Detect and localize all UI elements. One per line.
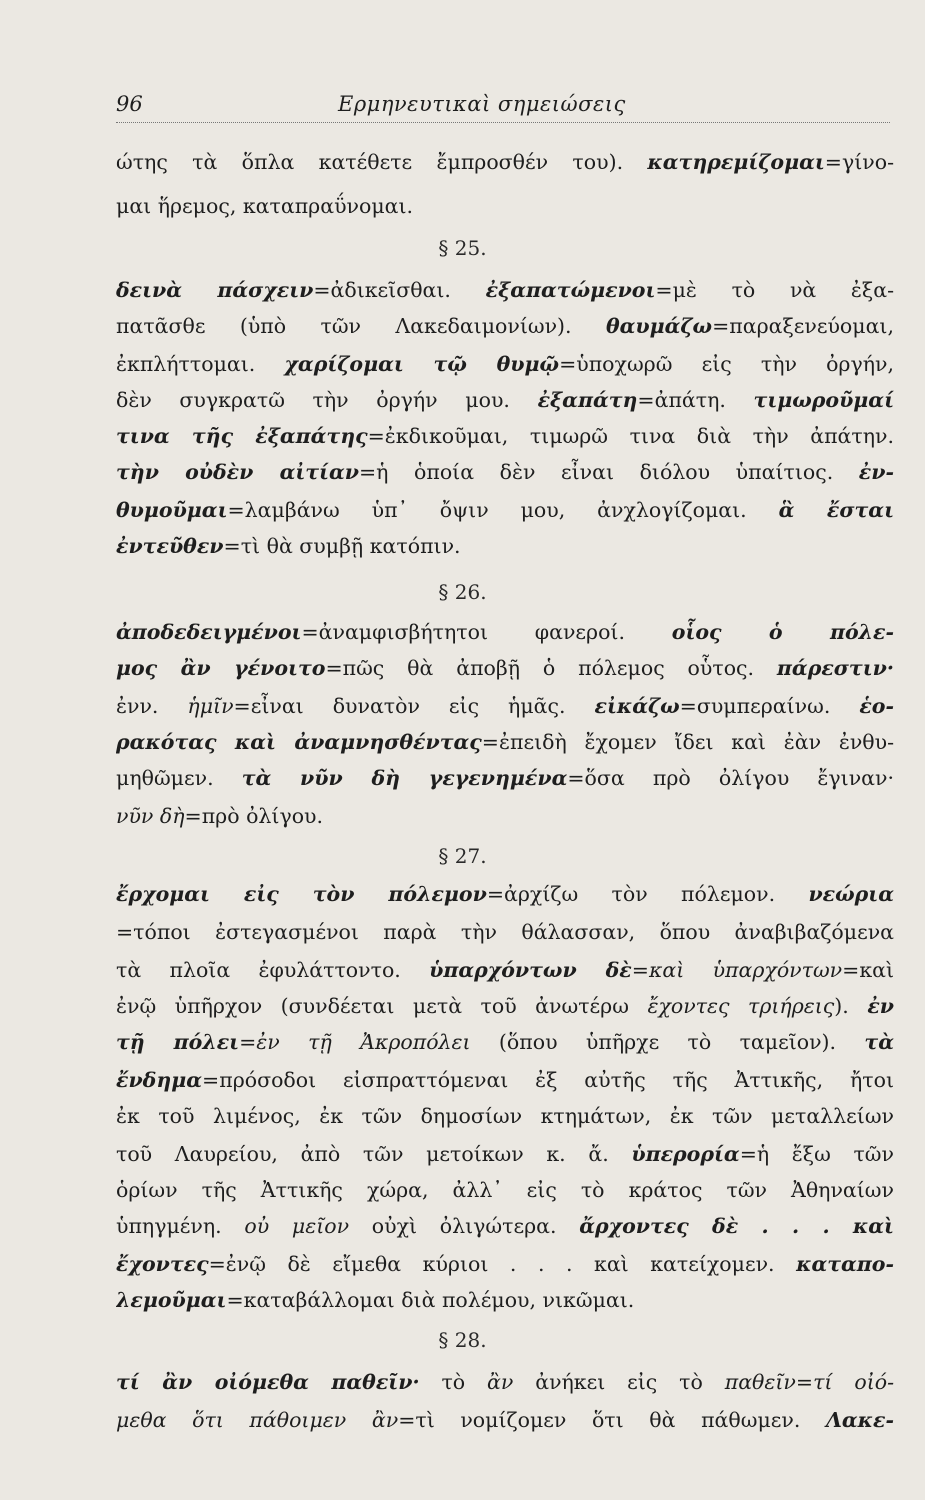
text-line: ἔχοντες=ἐνῷ δὲ εἴμεθα κύριοι . . . καὶ κατείχομεν. καταπο- [116,1252,894,1276]
text-line: =τόποι ἐστεγασμένοι παρὰ τὴν θάλασσαν, ὅπου ἀναβιβαζόμενα [116,920,894,944]
text-line: δεινὰ πάσχειν=ἀδικεῖσθαι. ἐξαπατώμενοι=μὲ τὸ νὰ ἐξα- [116,278,894,302]
text-line: νῦν δὴ=πρὸ ὀλίγου. [116,804,324,828]
text-line: θυμοῦμαι=λαμβάνω ὑπ᾿ ὄψιν μου, ἀνχλογίζομαι. ἃ ἔσται [116,498,894,522]
text-line: ἐκ τοῦ λιμένος, ἐκ τῶν δημοσίων κτημάτων, ἐκ τῶν μεταλλείων [116,1104,894,1128]
section-heading: § 25. [438,236,487,260]
text-line: μεθα ὅτι πάθοιμεν ἂν=τὶ νομίζομεν ὅτι θὰ πάθωμεν. Λακε- [116,1408,894,1432]
text-line: δὲν συγκρατῶ τὴν ὀργήν μου. ἐξαπάτη=ἀπάτη. τιμωροῦμαί [116,388,894,412]
running-title: Ερμηνευτικαὶ σημειώσεις [338,92,626,116]
text-line: πατᾶσθε (ὑπὸ τῶν Λακεδαιμονίων). θαυμάζω=παραξενεύομαι, [116,314,894,338]
section-heading: § 27. [438,844,487,868]
text-line: ἐντεῦθεν=τὶ θὰ συμβῇ κατόπιν. [116,534,461,558]
section-heading: § 28. [438,1328,487,1352]
text-line: ἐκπλήττομαι. χαρίζομαι τῷ θυμῷ=ὑποχωρῶ εἰς τὴν ὀργήν, [116,352,894,376]
text-line: ώτης τὰ ὅπλα κατέθετε ἔμπροσθέν του). κατηρεμίζομαι=γίνο- [116,150,894,174]
text-line: ἔνδημα=πρόσοδοι εἰσπραττόμεναι ἐξ αὐτῆς τῆς Ἀττικῆς, ἤτοι [116,1068,894,1092]
text-line: τοῦ Λαυρείου, ἀπὸ τῶν μετοίκων κ. ἄ. ὑπερορία=ἡ ἔξω τῶν [116,1142,894,1166]
text-line: τὰ πλοῖα ἐφυλάττοντο. ὑπαρχόντων δὲ=καὶ ὑπαρχόντων=καὶ [116,958,894,982]
text-line: μαι ἥρεμος, καταπραΰνομαι. [116,194,414,218]
text-line: ἀποδεδειγμένοι=ἀναμφισβήτητοι φανεροί. οἷος ὁ πόλε- [116,620,894,644]
text-line: ὁρίων τῆς Ἀττικῆς χώρα, ἀλλ᾿ εἰς τὸ κράτος τῶν Ἀθηναίων [116,1178,894,1202]
text-line: ὑπηγμένη. οὐ μεῖον οὐχὶ ὀλιγώτερα. ἄρχοντες δὲ . . . καὶ [116,1214,894,1238]
running-header [116,88,890,123]
page-number: 96 [116,92,143,116]
text-line: ἐνν. ἡμῖν=εἶναι δυνατὸν εἰς ἡμᾶς. εἰκάζω=συμπεραίνω. ἑο- [116,694,894,718]
text-line: ρακότας καὶ ἀναμνησθέντας=ἐπειδὴ ἔχομεν ἴδει καὶ ἐὰν ἐνθυ- [116,730,894,754]
text-line: τῇ πόλει=ἐν τῇ Ἀκροπόλει (ὅπου ὑπῆρχε τὸ ταμεῖον). τὰ [116,1030,894,1054]
text-line: τινα τῆς ἐξαπάτης=ἐκδικοῦμαι, τιμωρῶ τινα διὰ τὴν ἀπάτην. [116,424,894,448]
text-line: ἔρχομαι εἰς τὸν πόλεμον=ἀρχίζω τὸν πόλεμον. νεώρια [116,882,894,906]
text-line: ἐνῷ ὑπῆρχον (συνδέεται μετὰ τοῦ ἀνωτέρω ἔχοντες τριήρεις). ἐν [116,994,894,1018]
text-line: μος ἂν γένοιτο=πῶς θὰ ἀποβῇ ὁ πόλεμος οὗτος. πάρεστιν· [116,656,894,680]
section-heading: § 26. [438,580,487,604]
text-line: λεμοῦμαι=καταβάλλομαι διὰ πολέμου, νικῶμαι. [116,1288,635,1312]
text-line: μηθῶμεν. τὰ νῦν δὴ γεγενημένα=ὅσα πρὸ ὀλίγου ἔγιναν· [116,766,894,790]
text-line: τί ἂν οἰόμεθα παθεῖν· τὸ ἂν ἀνήκει εἰς τὸ παθεῖν=τί οἰό- [116,1370,894,1394]
text-line: τὴν οὐδὲν αἰτίαν=ἡ ὁποία δὲν εἶναι διόλου ὑπαίτιος. ἐν- [116,460,894,484]
